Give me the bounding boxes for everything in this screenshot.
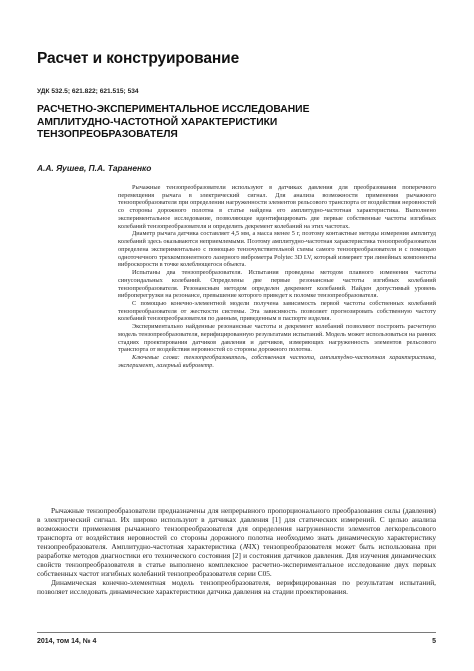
abstract: [118, 184, 436, 370]
keywords: Ключевые слова: тензопреобразователь, собственная частота, амплитудно-частотная характеристика, эксперимент, лазерный виброметр.: [118, 354, 436, 369]
article-title-line: РАСЧЕТНО-ЭКСПЕРИМЕНТАЛЬНОЕ ИССЛЕДОВАНИЕ: [37, 104, 310, 115]
abstract-paragraph: Экспериментально найденные резонансные частоты и декремент колебаний позволяют построить расчетную модель тензопреобразователя, верифицированную результатами испытаний. Модель может использоваться на ранних стадиях проектирования датчиков давления и датчиков, измеряющих нагруженность элементов рельсового транспорта от воздействия неровностей со стороны дорожного полотна.: [118, 323, 436, 354]
article-authors: А.А. Яушев, П.А. Тараненко: [37, 163, 152, 173]
article-title-line: ТЕНЗОПРЕОБРАЗОВАТЕЛЯ: [37, 129, 178, 141]
section-heading: Расчет и конструирование: [37, 50, 240, 67]
footer-divider: [37, 632, 436, 633]
body-paragraph: Динамическая конечно-элементная модель тензопреобразователя, верифицированная по результатам испытаний, позволяет исследовать динамические характеристики датчика давления на стадии проектирования.: [37, 577, 436, 596]
journal-issue: 2014, том 14, № 4: [37, 638, 97, 645]
udc-code: УДК 532.5; 621.822; 621.515; 534: [37, 88, 139, 95]
abstract-paragraph: Диаметр рычага датчика составляет 4,5 мм, а масса менее 5 г, поэтому контактные методы измерения амплитуд колебаний здесь оказываются неприемлемыми. Поэтому амплитудно-частотная характеристика тензопреобразователя определена экспериментально с помощью тензочувствительной схемы самого тензопреобразователя и с помощью одноточечного трехкомпонентного лазерного виброметра Polytec 3D LV, который измеряет три линейных компоненты виброскорости в точке колеблющегося объекта.: [118, 230, 436, 269]
article-title: [37, 104, 437, 142]
abstract-paragraph: С помощью конечно-элементной модели получена зависимость первой частоты собственных колебаний тензопреобразователя от жесткости системы. Эта зависимость позволяет прогнозировать собственную частоту колебаний тензопреобразователя по данным, приведенным в паспорте изделия.: [118, 300, 436, 323]
body-paragraph: Рычажные тензопреобразователи предназначены для непрерывного пропорционального преобразования силы (давления) в электрический сигнал. Их широко используют в датчиках давления [1] для статических измерений. С целью анализа возможности применения рычажного тензопреобразователя для определения нагруженности элементов легкорельсового транспорта от воздействия неровностей со стороны дорожного полотна необходимо знать динамическую характеристику тензопреобразователя. Амплитудно-частотная характеристика (АЧХ) тензопреобразователя может быть использована при разработке методов диагностики его технического состояния [2] и состояния датчиков давления. Для изучения динамических свойств тензопреобразователя в статье выполнено комплексное расчетно-экспериментальное исследование двух первых собственных частот изгибных колебаний тензопреобразователя серии C05.: [37, 506, 436, 578]
article-title-line: АМПЛИТУДНО-ЧАСТОТНОЙ ХАРАКТЕРИСТИКИ: [37, 116, 278, 128]
page-number: 5: [432, 638, 436, 645]
abstract-paragraph: Рычажные тензопреобразователи используют в датчиках давления для преобразования поперечного перемещения рычага в электрический сигнал. Для анализа возможности применения рычажного тензопреобразователя при определении нагруженности элементов рельсового транспорта от воздействия неровностей со стороны дорожного полотна в статье найдена его амплитудно-частотная характеристика. Выполнено экспериментальное исследование, позволяющее идентифицировать две первые собственные частоты изгибных колебаний тензопреобразователя и определить декремент колебаний на этих частотах.: [118, 184, 436, 230]
abstract-paragraph: Испытаны два тензопреобразователя. Испытания проведены методом плавного изменения частоты синусоидальных колебаний. Определены две первые резонансные частоты изгибных колебаний тензопреобразователя. Резонансным методом определен декремент колебаний. Найден допустимый уровень виброперегрузки на резонансе, превышение которого приведет к поломке тензопреобразователя.: [118, 269, 436, 300]
article-body: [37, 507, 436, 597]
